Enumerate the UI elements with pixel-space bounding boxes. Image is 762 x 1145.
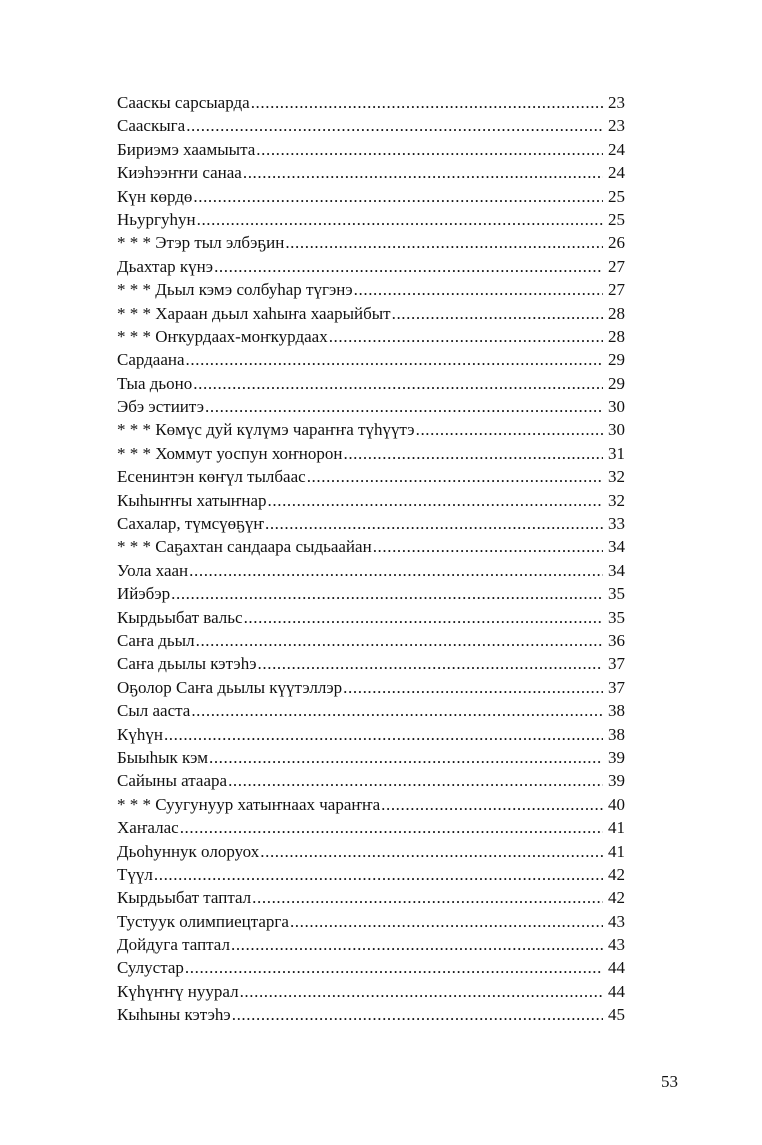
toc-entry xyxy=(117,255,625,278)
toc-entry-title: * * * Саҕахтан сандаара сыдьаайан xyxy=(117,537,372,557)
toc-entry-page: 37 xyxy=(608,677,625,697)
toc-entry-page: 34 xyxy=(608,560,625,580)
dot-leader xyxy=(231,933,603,956)
dot-leader xyxy=(354,278,603,301)
toc-entry-title: * * * Суугунуур хатыҥнаах чараҥҥа xyxy=(117,794,381,814)
toc-entry-page: 29 xyxy=(608,350,625,370)
toc-entry-title: Оҕолор Саҥа дьылы күүтэллэр xyxy=(117,677,343,697)
toc-entry-page: 28 xyxy=(608,326,625,346)
toc-entry-title: * * * Хоммут уоспун хоҥнорон xyxy=(117,443,343,463)
toc-entry-page: 43 xyxy=(608,911,625,931)
dot-leader xyxy=(193,372,603,395)
toc-entry-title: Дьоһуннук олоруох xyxy=(117,841,260,861)
toc-entry-title: Күһүн xyxy=(117,724,163,744)
toc-entry xyxy=(117,1003,625,1026)
toc-entry-page: 35 xyxy=(608,607,625,627)
dot-leader xyxy=(209,746,603,769)
toc-entry xyxy=(117,512,625,535)
toc-entry-title: Күһүҥҥү нуурал xyxy=(117,981,239,1001)
toc-entry-title: Сааскы сарсыарда xyxy=(117,93,250,112)
dot-leader xyxy=(214,255,603,278)
toc-entry-title: Кырдьыбат таптал xyxy=(117,888,252,908)
toc-entry xyxy=(117,676,625,699)
toc-entry xyxy=(117,652,625,675)
toc-entry-page: 31 xyxy=(608,443,625,463)
toc-entry-title: * * * Дьыл кэмэ солбуһар түгэнэ xyxy=(117,280,353,300)
toc-entry xyxy=(117,840,625,863)
toc-entry-title: Дойдуга таптал xyxy=(117,935,230,955)
toc-entry xyxy=(117,559,625,582)
toc-entry-page: 40 xyxy=(608,794,625,814)
toc-entry xyxy=(117,746,625,769)
toc-entry-title: Түүл xyxy=(117,864,153,884)
toc-entry xyxy=(117,933,625,956)
toc-entry-page: 30 xyxy=(608,420,625,440)
toc-entry-title: Тустуук олимпиецтарга xyxy=(117,911,289,931)
toc-entry-page: 44 xyxy=(608,958,625,978)
toc-entry-title: Хаҥалас xyxy=(117,818,179,838)
toc-entry-page: 45 xyxy=(608,1005,625,1025)
toc-entry xyxy=(117,231,625,254)
toc-entry-title: Сайыны атаара xyxy=(117,771,228,791)
toc-entry-page: 39 xyxy=(608,747,625,767)
toc-entry-page: 23 xyxy=(608,116,625,136)
toc-entry-page: 44 xyxy=(608,981,625,1001)
toc-entry-title: * * * Этэр тыл элбэҕин xyxy=(117,233,285,253)
toc-entry xyxy=(117,442,625,465)
toc-entry xyxy=(117,535,625,558)
toc-entry-page: 26 xyxy=(608,233,625,253)
toc-entry xyxy=(117,582,625,605)
toc-entry-title: Дьахтар күнэ xyxy=(117,256,214,276)
dot-leader xyxy=(243,161,603,184)
toc-entry-page: 39 xyxy=(608,771,625,791)
toc-entry-page: 24 xyxy=(608,163,625,183)
toc-entry xyxy=(117,606,625,629)
dot-leader xyxy=(251,91,603,114)
toc-entry xyxy=(117,348,625,371)
dot-leader xyxy=(154,863,603,886)
toc-entry-page: 24 xyxy=(608,139,625,159)
toc-entry-page: 41 xyxy=(608,841,625,861)
dot-leader xyxy=(186,348,603,371)
dot-leader xyxy=(252,886,603,909)
dot-leader xyxy=(186,114,603,137)
toc-entry-page: 42 xyxy=(608,888,625,908)
toc-entry xyxy=(117,302,625,325)
toc-entry-title: Эбэ эстиитэ xyxy=(117,397,205,417)
dot-leader xyxy=(256,138,603,161)
toc-entry xyxy=(117,161,625,184)
toc-entry-page: 29 xyxy=(608,373,625,393)
dot-leader xyxy=(260,840,603,863)
toc-entry-title: Ийэбэр xyxy=(117,584,171,604)
toc-entry-page: 35 xyxy=(608,584,625,604)
table-of-contents xyxy=(117,91,625,1027)
toc-entry xyxy=(117,886,625,909)
dot-leader xyxy=(258,652,603,675)
toc-entry xyxy=(117,418,625,441)
dot-leader xyxy=(240,980,603,1003)
toc-entry-page: 34 xyxy=(608,537,625,557)
dot-leader xyxy=(416,418,603,441)
toc-entry-title: Есенинтэн көҥүл тылбаас xyxy=(117,467,306,487)
toc-entry-title: Тыа дьоно xyxy=(117,373,193,393)
dot-leader xyxy=(343,676,603,699)
dot-leader xyxy=(329,325,603,348)
toc-entry-page: 25 xyxy=(608,209,625,229)
toc-entry-title: * * * Оҥкурдаах-моҥкурдаах xyxy=(117,326,328,346)
toc-entry xyxy=(117,863,625,886)
toc-entry-title: Бириэмэ хаамыыта xyxy=(117,139,256,159)
dot-leader xyxy=(285,231,603,254)
dot-leader xyxy=(343,442,603,465)
toc-entry-page: 37 xyxy=(608,654,625,674)
dot-leader xyxy=(232,1003,603,1026)
dot-leader xyxy=(191,699,603,722)
toc-entry-title: Күн көрдө xyxy=(117,186,193,206)
toc-entry-page: 32 xyxy=(608,490,625,510)
toc-entry-title: Киэһээҥҥи санаа xyxy=(117,163,242,183)
toc-entry xyxy=(117,793,625,816)
toc-entry-title: Ньургуһун xyxy=(117,209,196,229)
toc-entry-page: 23 xyxy=(608,93,625,112)
dot-leader xyxy=(268,489,603,512)
toc-entry-title: Кырдьыбат вальс xyxy=(117,607,243,627)
toc-entry-title: Сардаана xyxy=(117,350,185,370)
toc-entry-title: Саҥа дьыл xyxy=(117,630,195,650)
page-number: 53 xyxy=(661,1072,678,1091)
dot-leader xyxy=(180,816,603,839)
toc-entry-page: 41 xyxy=(608,818,625,838)
toc-entry-title: Кыһыны кэтэһэ xyxy=(117,1005,231,1025)
toc-entry-page: 27 xyxy=(608,256,625,276)
dot-leader xyxy=(196,629,603,652)
dot-leader xyxy=(171,582,603,605)
toc-entry xyxy=(117,769,625,792)
toc-entry-page: 38 xyxy=(608,701,625,721)
toc-entry xyxy=(117,699,625,722)
dot-leader xyxy=(197,208,603,231)
toc-entry xyxy=(117,185,625,208)
toc-entry-page: 27 xyxy=(608,280,625,300)
toc-entry-page: 43 xyxy=(608,935,625,955)
toc-entry xyxy=(117,114,625,137)
toc-entry xyxy=(117,489,625,512)
toc-entry-title: Уола хаан xyxy=(117,560,189,580)
dot-leader xyxy=(205,395,603,418)
toc-entry xyxy=(117,138,625,161)
toc-entry xyxy=(117,395,625,418)
dot-leader xyxy=(228,769,603,792)
toc-entry xyxy=(117,91,625,114)
toc-entry xyxy=(117,325,625,348)
toc-entry-title: Сулустар xyxy=(117,958,184,978)
toc-entry-page: 36 xyxy=(608,630,625,650)
toc-entry-title: * * * Көмүс дуй күлүмэ чараҥҥа түһүүтэ xyxy=(117,420,415,440)
dot-leader xyxy=(373,535,603,558)
toc-entry-page: 28 xyxy=(608,303,625,323)
toc-entry-title: * * * Хараан дьыл хаһыҥа хаарыйбыт xyxy=(117,303,391,323)
toc-entry-title: Сахалар, түмсүөҕүҥ xyxy=(117,514,264,534)
toc-entry-title: Саҥа дьылы кэтэһэ xyxy=(117,654,257,674)
dot-leader xyxy=(185,956,603,979)
toc-entry-page: 33 xyxy=(608,514,625,534)
toc-entry xyxy=(117,278,625,301)
toc-entry xyxy=(117,723,625,746)
toc-entry xyxy=(117,910,625,933)
dot-leader xyxy=(193,185,603,208)
toc-entry xyxy=(117,372,625,395)
toc-entry xyxy=(117,956,625,979)
dot-leader xyxy=(290,910,603,933)
toc-entry-page: 42 xyxy=(608,864,625,884)
toc-entry-page: 25 xyxy=(608,186,625,206)
toc-entry-page: 32 xyxy=(608,467,625,487)
toc-entry-title: Сыл ааста xyxy=(117,701,191,721)
toc-entry-page: 30 xyxy=(608,397,625,417)
toc-entry-title: Сааскыга xyxy=(117,116,186,136)
dot-leader xyxy=(265,512,603,535)
toc-entry-title: Кыһыҥҥы хатыҥнар xyxy=(117,490,267,510)
dot-leader xyxy=(381,793,603,816)
toc-entry-title: Быыһык кэм xyxy=(117,747,208,767)
dot-leader xyxy=(392,302,603,325)
dot-leader xyxy=(164,723,603,746)
dot-leader xyxy=(189,559,603,582)
toc-entry xyxy=(117,980,625,1003)
dot-leader xyxy=(307,465,603,488)
toc-entry-page: 38 xyxy=(608,724,625,744)
dot-leader xyxy=(244,606,603,629)
toc-entry xyxy=(117,629,625,652)
toc-entry xyxy=(117,465,625,488)
toc-entry xyxy=(117,816,625,839)
toc-entry xyxy=(117,208,625,231)
